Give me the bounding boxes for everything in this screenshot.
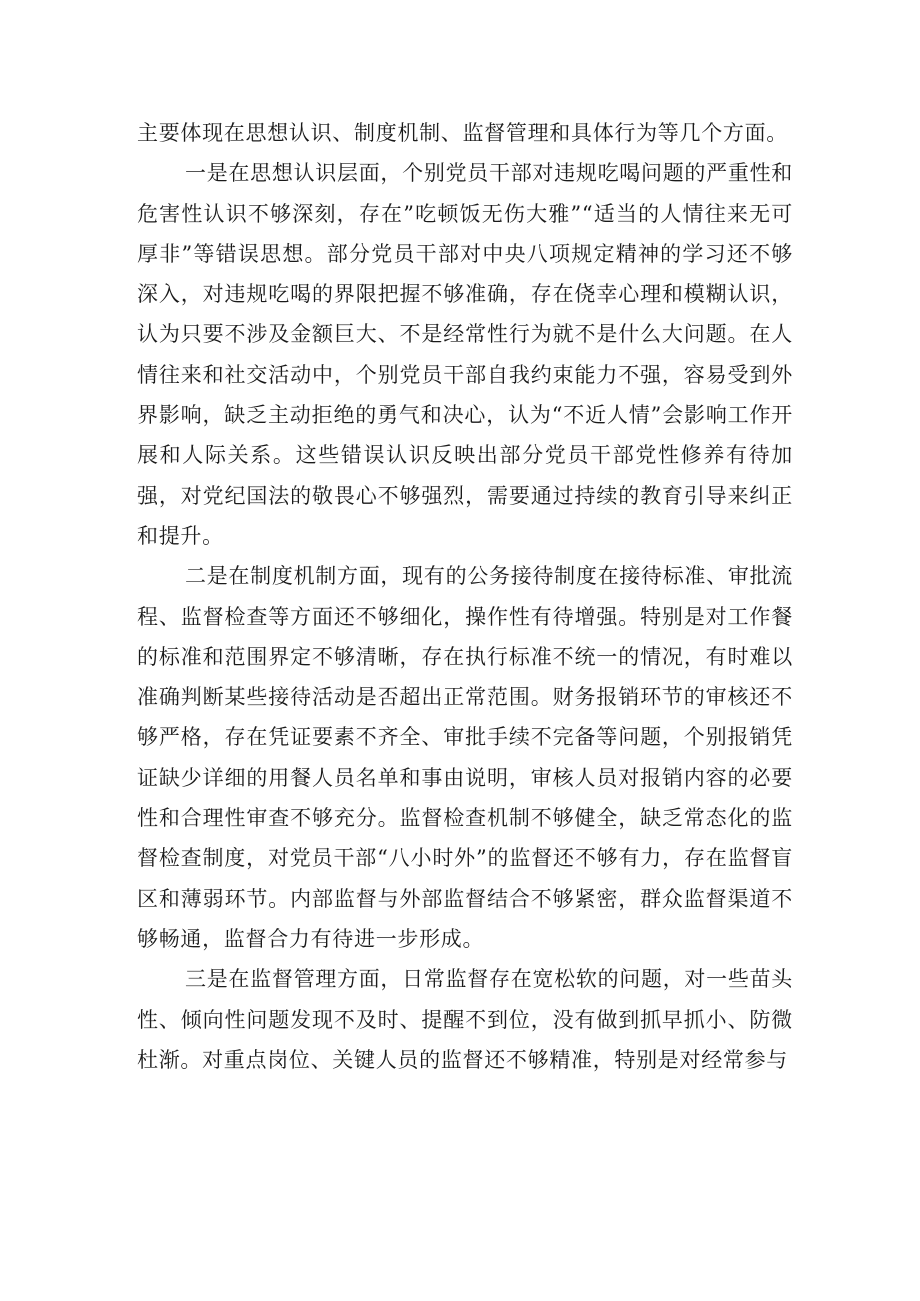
paragraph-institutional-mechanisms: 二是在制度机制方面，现有的公务接待制度在接待标准、审批流程、监督检查等方面还不够细化，操作性有待增强。特别是对工作餐的标准和范围界定不够清晰，存在执行标准不统一的情况，有时难以准确判断某些接待活动是否超出正常范围。财务报销环节的审核还不够严格，存在凭证要素不齐全、审批手续不完备等问题，个别报销凭证缺少详细的用餐人员名单和事由说明，审核人员对报销内容的必要性和合理性审查不够充分。监督检查机制不够健全，缺乏常态化的监督检查制度，对党员干部“八小时外”的监督还不够有力，存在监督盲区和薄弱环节。内部监督与外部监督结合不够紧密，群众监督渠道不够畅通，监督合力有待进一步形成。 xyxy=(137,564,793,951)
paragraph-ideological-awareness: 一是在思想认识层面，个别党员干部对违规吃喝问题的严重性和危害性认识不够深刻，存在”吃顿饭无伤大雅”“适当的人情往来无可厚非”等错误思想。部分党员干部对中央八项规定精神的学习还不够深入，对违规吃喝的界限把握不够准确，存在侥幸心理和模糊认识，认为只要不涉及金额巨大、不是经常性行为就不是什么大问题。在人情往来和社交活动中，个别党员干部自我约束能力不强，容易受到外界影响，缺乏主动拒绝的勇气和决心，认为“不近人情”会影响工作开展和人际关系。这些错误认识反映出部分党员干部党性修养有待加强，对党纪国法的敬畏心不够强烈，需要通过持续的教育引导来纠正和提升。 xyxy=(137,161,793,548)
paragraph-continuation: 主要体现在思想认识、制度机制、监督管理和具体行为等几个方面。 xyxy=(137,121,788,145)
paragraph-supervision-management: 三是在监督管理方面，日常监督存在宽松软的问题，对一些苗头性、倾向性问题发现不及时、提醒不到位，没有做到抓早抓小、防微杜渐。对重点岗位、关键人员的监督还不够精准，特别是对经常参与 xyxy=(137,967,793,1072)
document-body xyxy=(137,113,793,1080)
